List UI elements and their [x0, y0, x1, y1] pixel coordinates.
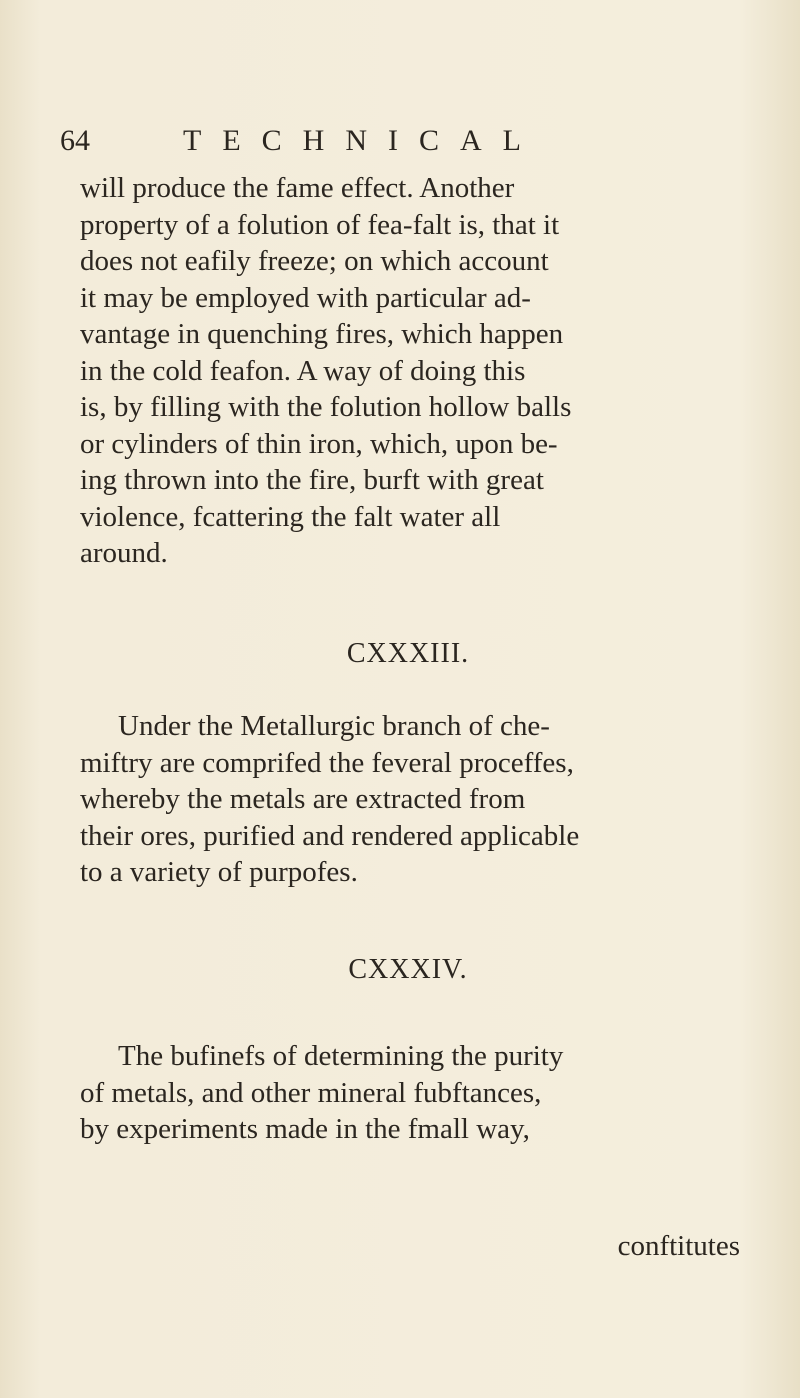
catchword: conftitutes	[617, 1230, 740, 1262]
page-header	[60, 124, 740, 164]
page-body	[80, 170, 736, 1148]
paragraph-purity: The bufinefs of determining the purity of metals, and other mineral fubftances, by experiments made in the fmall way,	[80, 1040, 564, 1145]
running-head: TECHNICAL	[183, 124, 542, 157]
paragraph-metallurgic: Under the Metallurgic branch of che- miftry are comprifed the feveral proceffes, whereby the metals are extracted from their ores, purified and rendered applicable to a variety of purpofes.	[80, 710, 580, 888]
page-number: 64	[60, 124, 90, 157]
paragraph-fea-falt: will produce the fame effect. Another property of a folution of fea-falt is, that it does not eafily freeze; on which account it may be employed with particular ad- vantage in quenching fires, which happen in the cold feafon. A way of doing this is, by filling with the folution hollow balls or cylinders of thin iron, which, upon be- ing thrown into the fire, burft with great violence, fcattering the falt water all around.	[80, 172, 572, 569]
section-number-133: CXXXIII.	[346, 638, 470, 669]
section-number-134: CXXXIV.	[348, 954, 468, 985]
